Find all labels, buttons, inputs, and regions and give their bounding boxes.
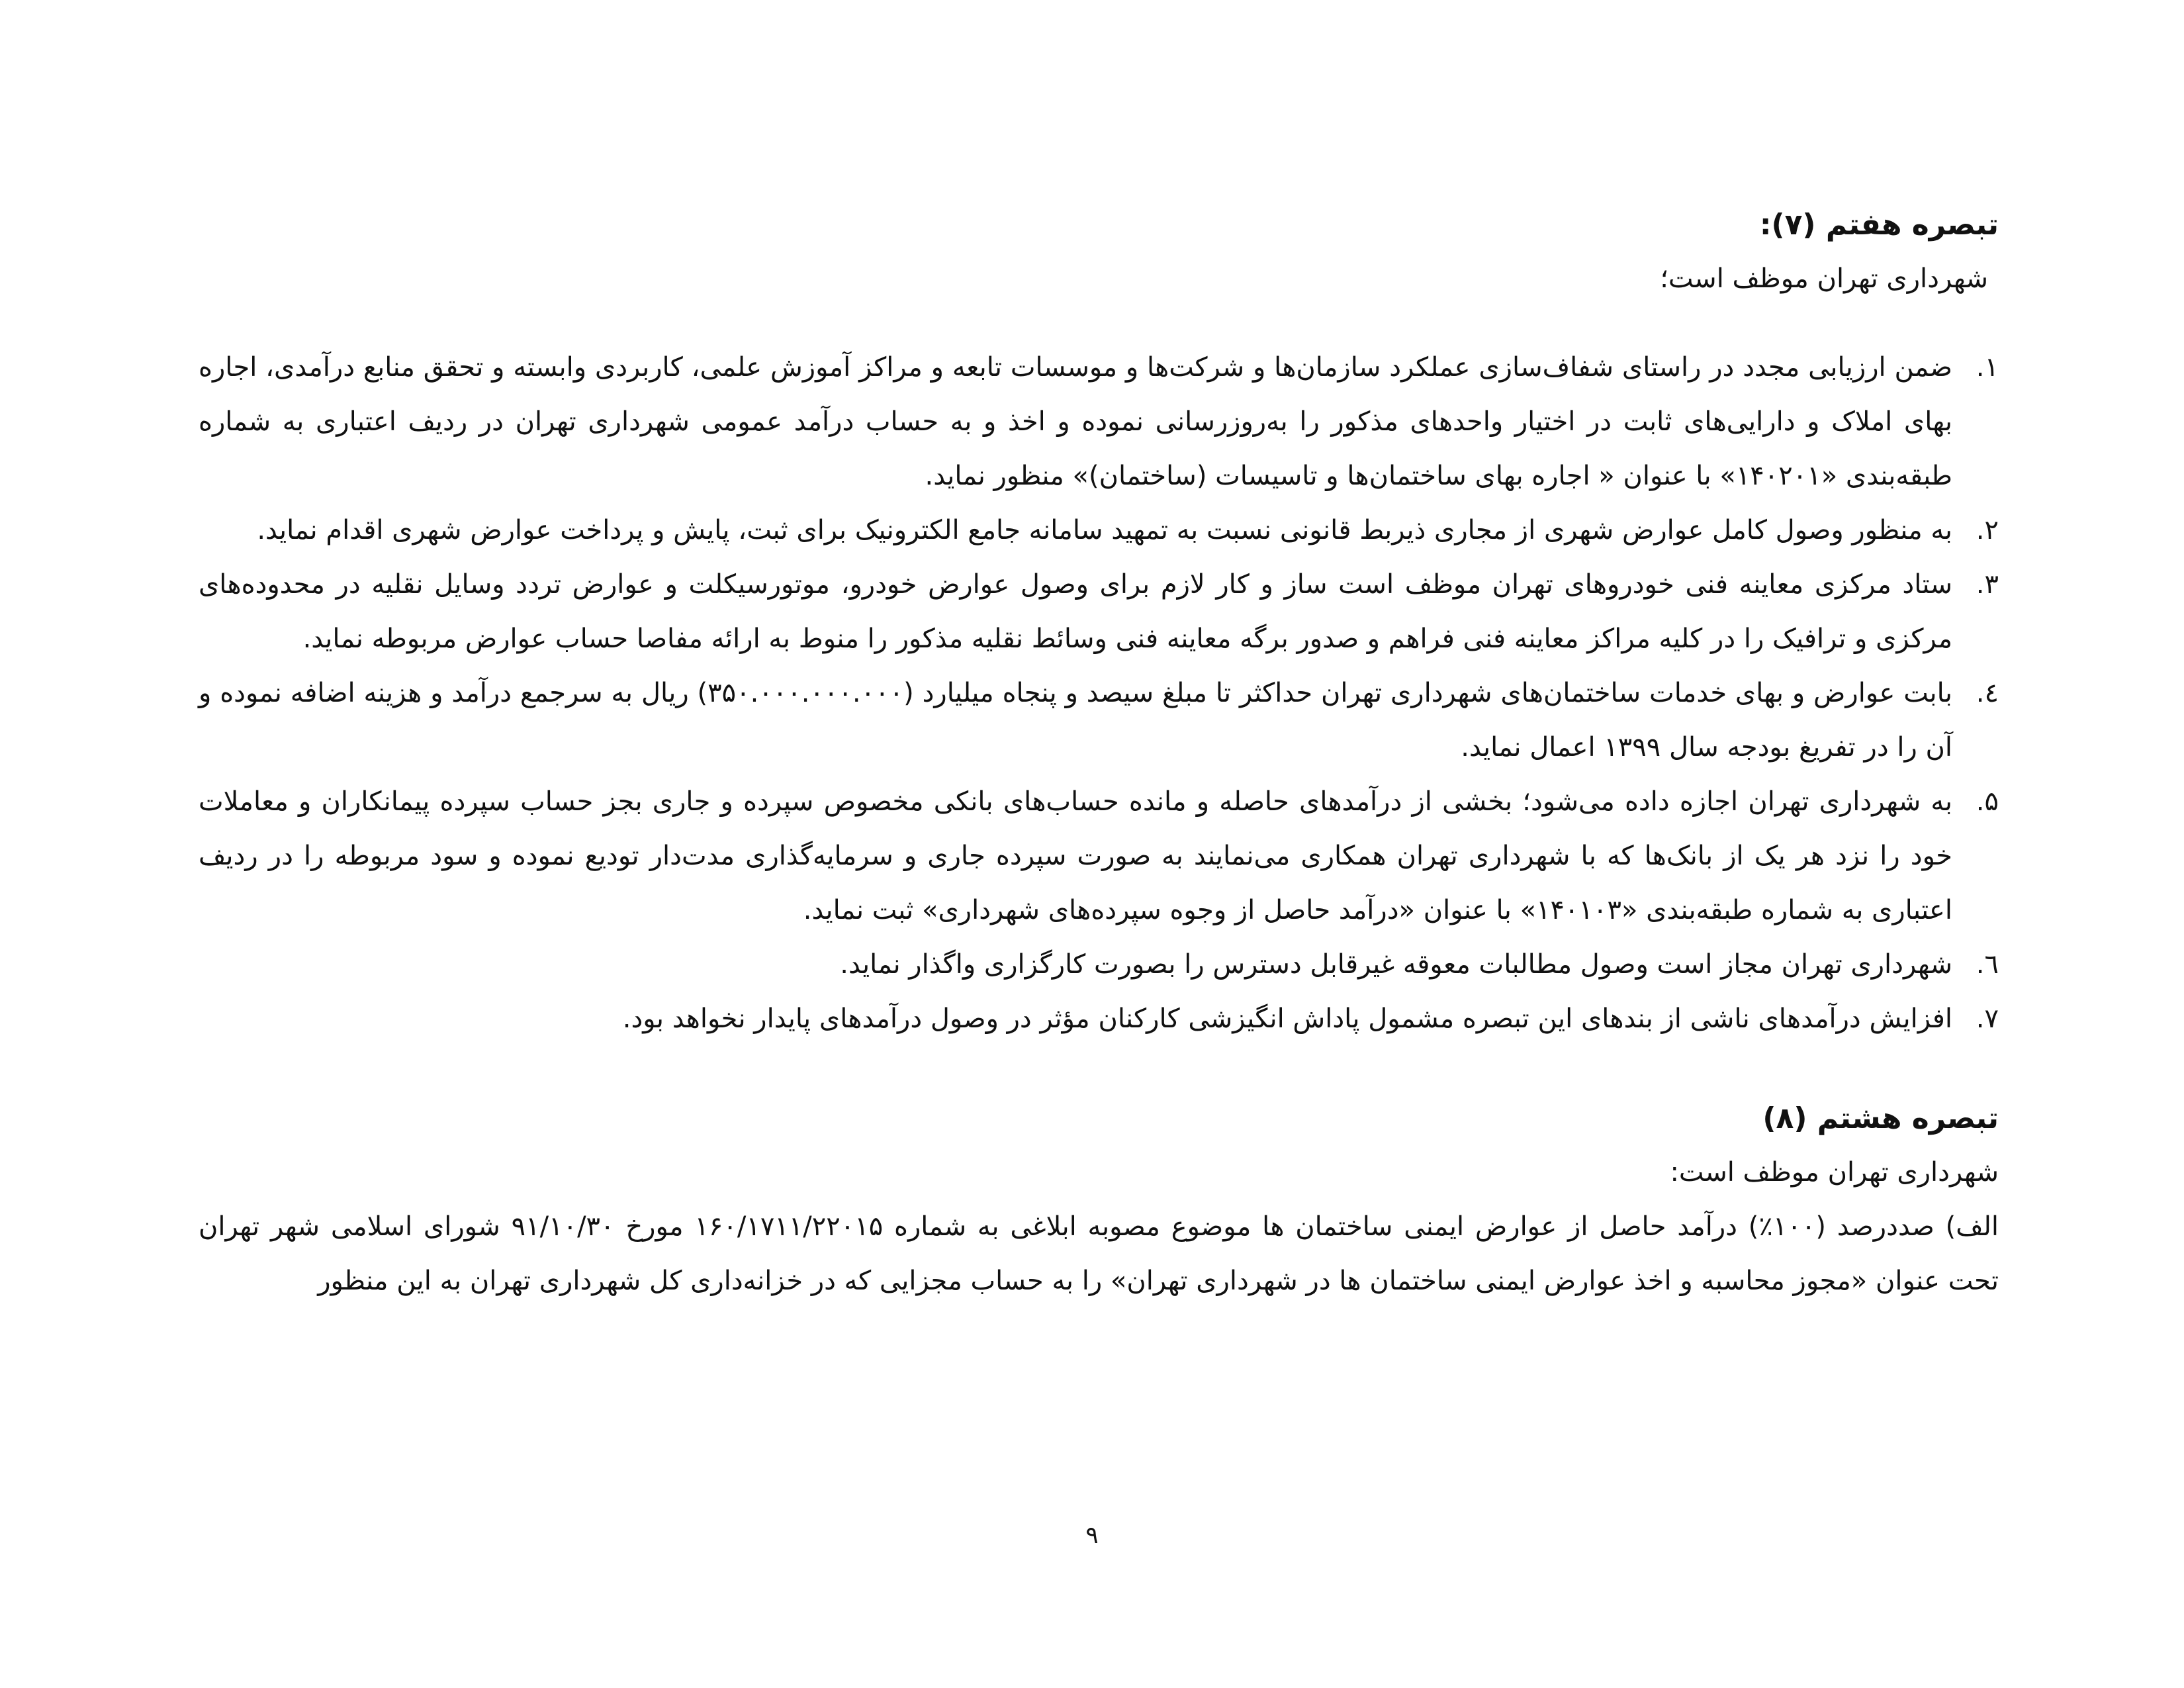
list-item [199,503,1999,557]
list-item-number: ۱. [1976,352,1999,383]
list-item [199,340,1999,503]
list-item-text: به منظور وصول کامل عوارض شهری از مجاری ذیربط قانونی نسبت به تمهید سامانه جامع الکترونیک برای ثبت، پایش و پرداخت عوارض شهری اقدام نماید. [257,515,1952,545]
list-item-text: افزایش درآمدهای ناشی از بندهای این تبصره مشمول پاداش انگیزشی کارکنان مؤثر در وصول درآمدهای پایدار نخواهد بود. [622,1004,1952,1034]
list-item-number: ۲. [1976,515,1999,545]
page-number: ۹ [1085,1522,1099,1549]
section-7-intro: شهرداری تهران موظف است؛ [1660,263,1988,294]
list-item [199,937,1999,992]
section-7-list [199,340,1999,1046]
list-item-text: ستاد مرکزی معاینه فنی خودروهای تهران موظف است ساز و کار لازم برای وصول عوارض خودرو، موتورسیکلت و عوارض تردد وسایل نقلیه در محدوده‌های مرکزی و ترافیک را در کلیه مراکز معاینه فنی فراهم و صدور برگه معاینه فنی وسائط نقلیه مذکور را منوط به ارائه مفاصا حساب عوارض مربوطه نماید. [199,569,1952,654]
list-item-number: ۵. [1976,786,1999,817]
list-item-text: شهرداری تهران مجاز است وصول مطالبات معوقه غیرقابل دسترس را بصورت کارگزاری واگذار نماید. [840,949,1952,980]
list-item-number: ٤. [1976,678,1999,708]
section-8-title: تبصره هشتم (۸) [1762,1102,1999,1135]
list-item [199,557,1999,666]
list-item [199,666,1999,774]
section-divider-space [199,1046,1999,1092]
section-8-paragraph: الف) صددرصد (۱۰۰٪) درآمد حاصل از عوارض ایمنی ساختمان ها موضوع مصوبه ابلاغی به شماره ۱۶۰/۱۷۱۱/۲۲۰۱۵ مورخ ۹۱/۱۰/۳۰ شورای اسلامی شهر تهران تحت عنوان «مجوز محاسبه و اخذ عوارض ایمنی ساختمان ها در شهرداری تهران» را به حساب مجزایی که در خزانه‌داری کل شهرداری تهران به این منظور [199,1211,1999,1296]
list-item-number: ۳. [1976,569,1999,600]
section-7-title: تبصره هفتم (۷): [1759,208,1999,242]
list-item-text: ضمن ارزیابی مجدد در راستای شفاف‌سازی عملکرد سازمان‌ها و شرکت‌ها و موسسات تابعه و مراکز آموزش علمی، کاربردی وابسته و تحقق منابع درآمدی، اجاره بهای املاک و دارایی‌های ثابت در اختیار واحدهای مذکور را به‌روزرسانی نموده و اخذ و به حساب درآمد عمومی شهرداری تهران در ردیف اعتباری به شماره طبقه‌بندی «۱۴۰۲۰۱» با عنوان « اجاره بهای ساختمان‌ها و تاسیسات (ساختمان)» منظور نماید. [199,352,1952,491]
list-item [199,774,1999,937]
section-8-intro: شهرداری تهران موظف است: [1670,1157,1999,1188]
list-item-text: بابت عوارض و بهای خدمات ساختمان‌های شهرداری تهران حداکثر تا مبلغ سیصد و پنجاه میلیارد (۳۵۰.۰۰۰.۰۰۰.۰۰۰) ریال به سرجمع درآمد و هزینه اضافه نموده و آن را در تفریغ بودجه سال ۱۳۹۹ اعمال نماید. [199,678,1952,763]
list-item [199,992,1999,1046]
list-item-number: ٦. [1976,949,1999,980]
page-content [199,199,1999,1308]
list-item-text: به شهرداری تهران اجازه داده می‌شود؛ بخشی از درآمدهای حاصله و مانده حساب‌های بانکی مخصوص سپرده و جاری بجز حساب سپرده پیمانکاران و معاملات خود را نزد هر یک از بانک‌ها که با شهرداری تهران همکاری می‌نمایند به صورت سپرده جاری و سرمایه‌گذاری مدت‌دار تودیع نموده و سود مربوطه را در ردیف اعتباری به شماره طبقه‌بندی «۱۴۰۱۰۳» با عنوان «درآمد حاصل از وجوه سپرده‌های شهرداری» ثبت نماید. [199,786,1952,925]
list-item-number: ۷. [1976,1004,1999,1034]
